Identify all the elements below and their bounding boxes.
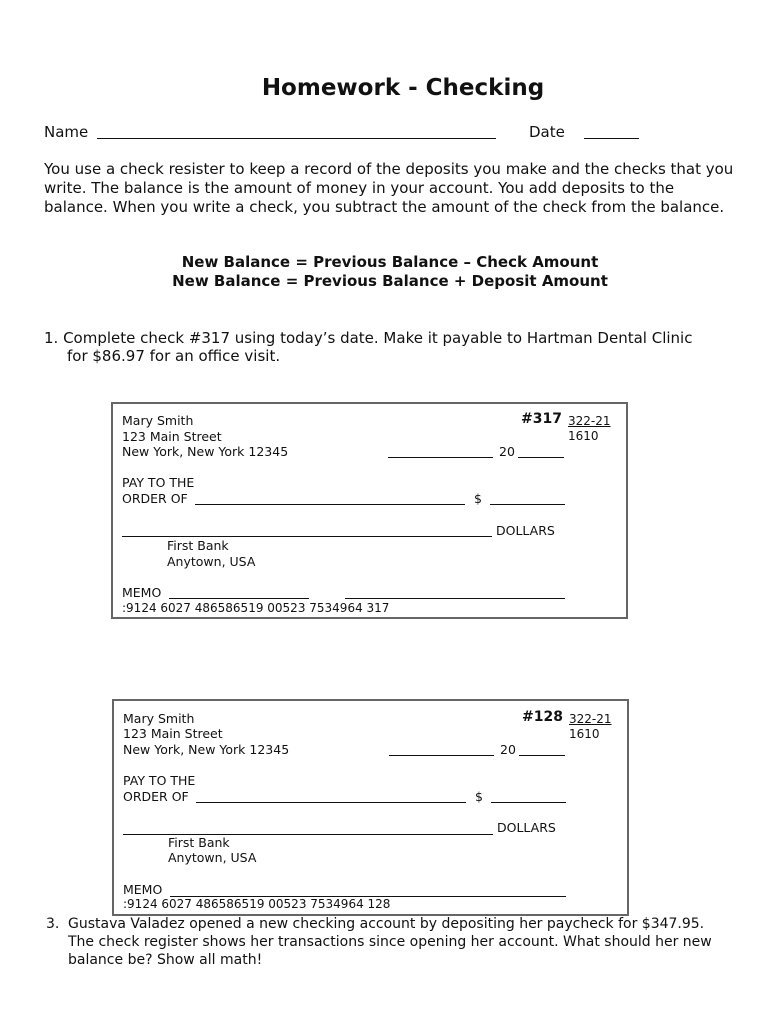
date-label: Date [529, 123, 565, 141]
date-blank[interactable] [388, 457, 493, 458]
bank-name: First Bank [168, 835, 230, 850]
micr-line: :9124 6027 486586519 00523 7534964 317 [122, 601, 390, 615]
pay-to-label-1: PAY TO THE [122, 475, 195, 490]
year-blank[interactable] [518, 457, 564, 458]
payee-line[interactable] [196, 802, 466, 803]
dollar-sign: $ [475, 789, 483, 804]
amount-line[interactable] [491, 802, 566, 803]
page-title: Homework - Checking [261, 75, 545, 101]
question-1-line2: for $86.97 for an office visit. [67, 347, 281, 365]
payee-line[interactable] [195, 504, 465, 505]
bank-city: Anytown, USA [168, 850, 257, 865]
name-label: Name [44, 123, 89, 141]
check-street: 123 Main Street [123, 726, 223, 741]
memo-label: MEMO [123, 882, 163, 897]
check-owner: Mary Smith [122, 413, 194, 428]
check-street: 123 Main Street [122, 429, 222, 444]
question-3-text: Gustava Valadez opened a new checking account by depositing her paycheck for $347.95. The check register shows her transactions since opening her account. What should her new balance be? Show all math! [68, 916, 712, 968]
date-blank[interactable] [389, 755, 494, 756]
check-city: New York, New York 12345 [123, 742, 290, 757]
dollar-sign: $ [474, 491, 482, 506]
signature-line[interactable] [345, 598, 565, 599]
memo-label: MEMO [122, 585, 162, 600]
question-3-number: 3. [46, 916, 60, 932]
year-blank[interactable] [519, 755, 565, 756]
bank-city: Anytown, USA [167, 554, 256, 569]
routing-bottom: 1610 [569, 727, 600, 741]
dollars-label: DOLLARS [496, 523, 555, 538]
check-number: #317 [521, 411, 562, 427]
pay-to-label-2: ORDER OF [122, 491, 188, 506]
name-line[interactable] [97, 138, 496, 139]
routing-top: 322-21 [569, 712, 612, 726]
dollars-label: DOLLARS [497, 820, 556, 835]
pay-to-label-1: PAY TO THE [123, 773, 196, 788]
formula-deposit: New Balance = Previous Balance + Deposit Amount [172, 272, 608, 290]
formula-check: New Balance = Previous Balance – Check Amount [181, 253, 599, 271]
pay-to-label-2: ORDER OF [123, 789, 189, 804]
bank-name: First Bank [167, 538, 229, 553]
year-prefix: 20 [500, 742, 516, 757]
memo-line[interactable] [169, 598, 309, 599]
check-city: New York, New York 12345 [122, 444, 289, 459]
question-1-line1: 1. Complete check #317 using today’s date. Make it payable to Hartman Dental Clinic [44, 329, 693, 347]
amount-line[interactable] [490, 504, 565, 505]
date-line[interactable] [584, 138, 639, 139]
check-128 [112, 699, 629, 916]
routing-top: 322-21 [568, 414, 611, 428]
year-prefix: 20 [499, 444, 515, 459]
check-317 [111, 402, 628, 619]
check-number: #128 [522, 709, 563, 725]
micr-line: :9124 6027 486586519 00523 7534964 128 [123, 897, 391, 911]
written-amount-line[interactable] [122, 536, 492, 537]
check-owner: Mary Smith [123, 711, 195, 726]
routing-bottom: 1610 [568, 429, 599, 443]
intro-paragraph: You use a check resister to keep a record of the deposits you make and the checks that you write. The balance is the amount of money in your account. You add deposits to the balance. When you write a check, you subtract the amount of the check from the balance. [44, 160, 734, 216]
